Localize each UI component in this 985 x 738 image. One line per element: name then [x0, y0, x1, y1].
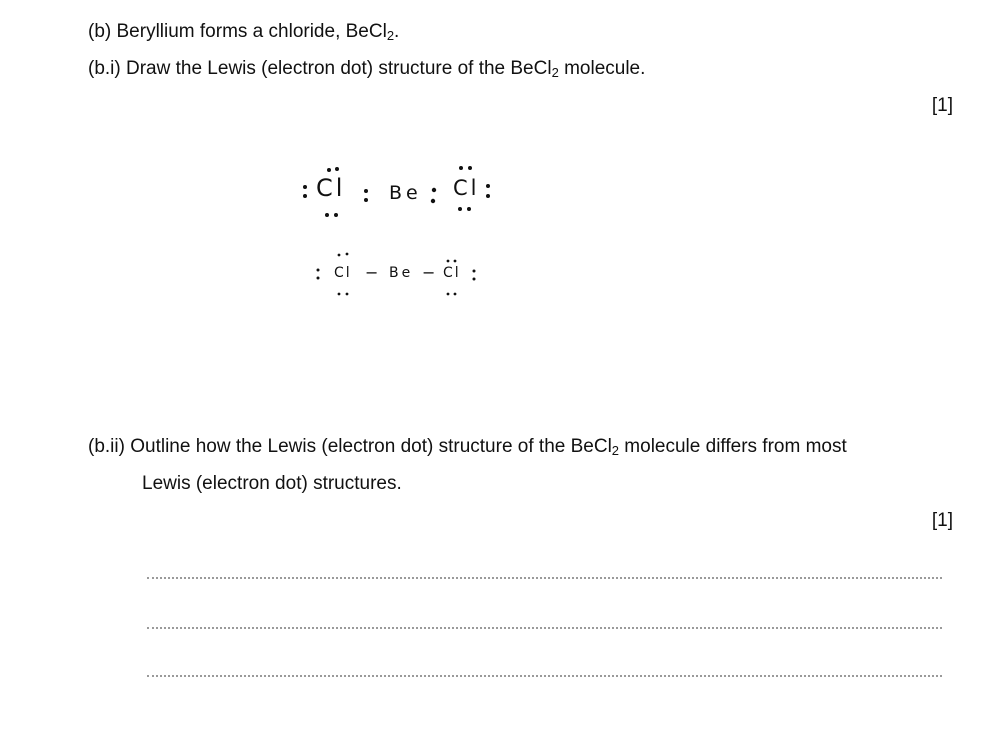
- atom-cl-left-2: Cl: [334, 265, 352, 281]
- question-bi-text: (b.i) Draw the Lewis (electron dot) structure of the BeCl: [88, 58, 552, 79]
- question-bii-suffix: molecule differs from most: [619, 436, 847, 457]
- marks-bii: [1]: [931, 510, 953, 531]
- answer-line-1[interactable]: [147, 577, 942, 579]
- subscript: 2: [551, 65, 559, 80]
- atom-cl-right-2: Cl: [443, 265, 461, 281]
- atom-be-2: Be: [389, 265, 414, 281]
- marks-bi: [1]: [931, 95, 953, 116]
- question-bi-suffix: molecule.: [558, 58, 646, 79]
- subscript: 2: [386, 28, 395, 43]
- atom-cl-left: Cl: [316, 174, 346, 202]
- atom-be: Be: [389, 182, 422, 204]
- handwritten-line-structure: [312, 250, 492, 298]
- question-bii-text: (b.ii) Outline how the Lewis (electron dot) structure of the BeCl: [88, 436, 612, 457]
- atom-cl-right: Cl: [453, 176, 480, 200]
- answer-line-3[interactable]: [147, 675, 942, 677]
- subscript: 2: [611, 443, 620, 458]
- answer-line-2[interactable]: [147, 627, 942, 629]
- bond-left: −: [365, 263, 379, 282]
- question-bii-line2: Lewis (electron dot) structures.: [142, 473, 402, 494]
- bond-right: −: [422, 263, 436, 282]
- question-bi: [88, 58, 645, 81]
- question-bii: [88, 436, 847, 459]
- question-b: [88, 21, 399, 44]
- question-b-text: (b) Beryllium forms a chloride, BeCl: [88, 21, 387, 42]
- handwritten-dot-structure: [296, 160, 506, 220]
- question-b-suffix: .: [394, 21, 400, 42]
